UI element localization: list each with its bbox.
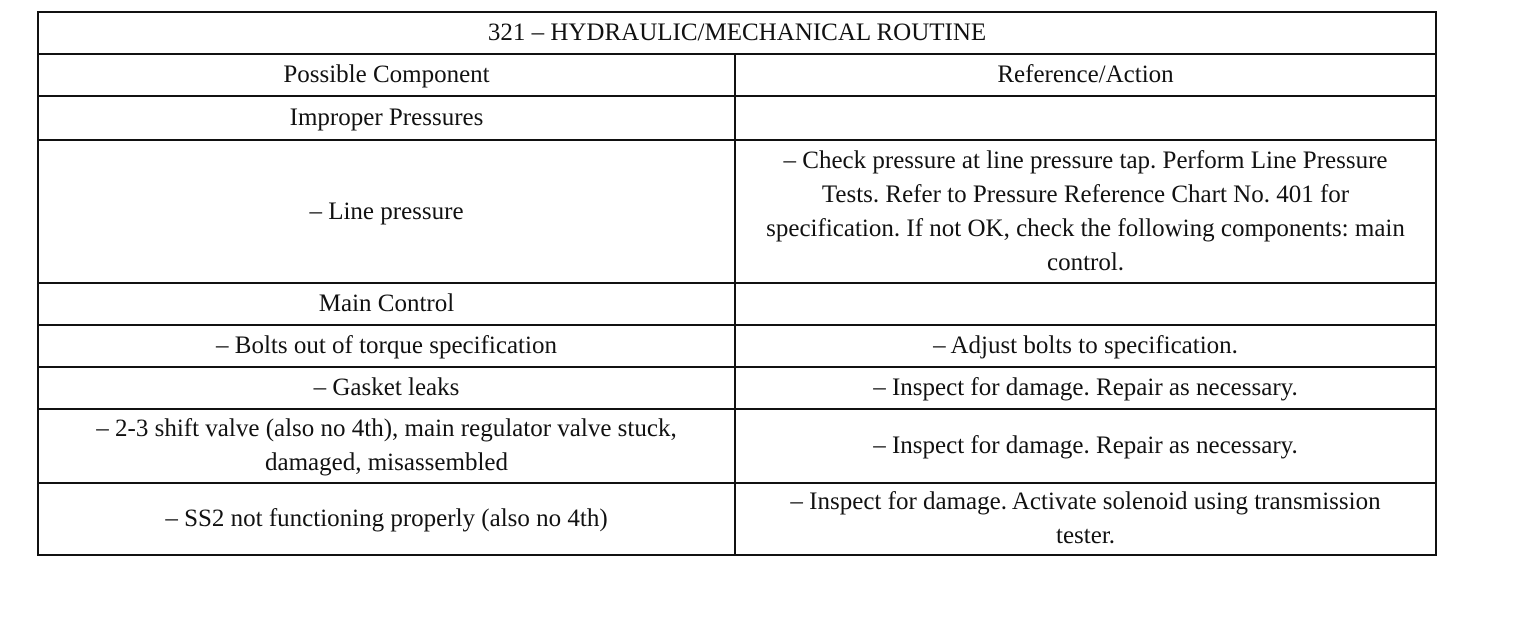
action-cell: – Inspect for damage. Repair as necessary. (735, 367, 1436, 409)
component-cell: – Line pressure (38, 140, 735, 283)
action-cell: – Inspect for damage. Activate solenoid using transmission tester. (735, 483, 1436, 555)
component-cell: – Gasket leaks (38, 367, 735, 409)
header-reference-action: Reference/Action (735, 54, 1436, 96)
action-cell: – Adjust bolts to specification. (735, 325, 1436, 367)
component-cell: – 2-3 shift valve (also no 4th), main regulator valve stuck, damaged, misassembled (38, 409, 735, 483)
action-cell: – Check pressure at line pressure tap. Perform Line Pressure Tests. Refer to Pressure Reference Chart No. 401 for specification. If not OK, check the following components: main control. (735, 140, 1436, 283)
table-row (38, 140, 1436, 283)
table-row (38, 325, 1436, 367)
table-row (38, 409, 1436, 483)
hydraulic-mechanical-routine-table (37, 11, 1437, 556)
table-row (38, 367, 1436, 409)
table-title: 321 – HYDRAULIC/MECHANICAL ROUTINE (38, 12, 1436, 54)
action-cell (735, 283, 1436, 325)
component-cell: Improper Pressures (38, 96, 735, 140)
component-cell: – SS2 not functioning properly (also no 4th) (38, 483, 735, 555)
table-row (38, 283, 1436, 325)
column-header-row (38, 54, 1436, 96)
action-cell (735, 96, 1436, 140)
table-row (38, 96, 1436, 140)
action-cell: – Inspect for damage. Repair as necessary. (735, 409, 1436, 483)
component-cell: – Bolts out of torque specification (38, 325, 735, 367)
table-title-row (38, 12, 1436, 54)
component-cell: Main Control (38, 283, 735, 325)
header-possible-component: Possible Component (38, 54, 735, 96)
table-row (38, 483, 1436, 555)
